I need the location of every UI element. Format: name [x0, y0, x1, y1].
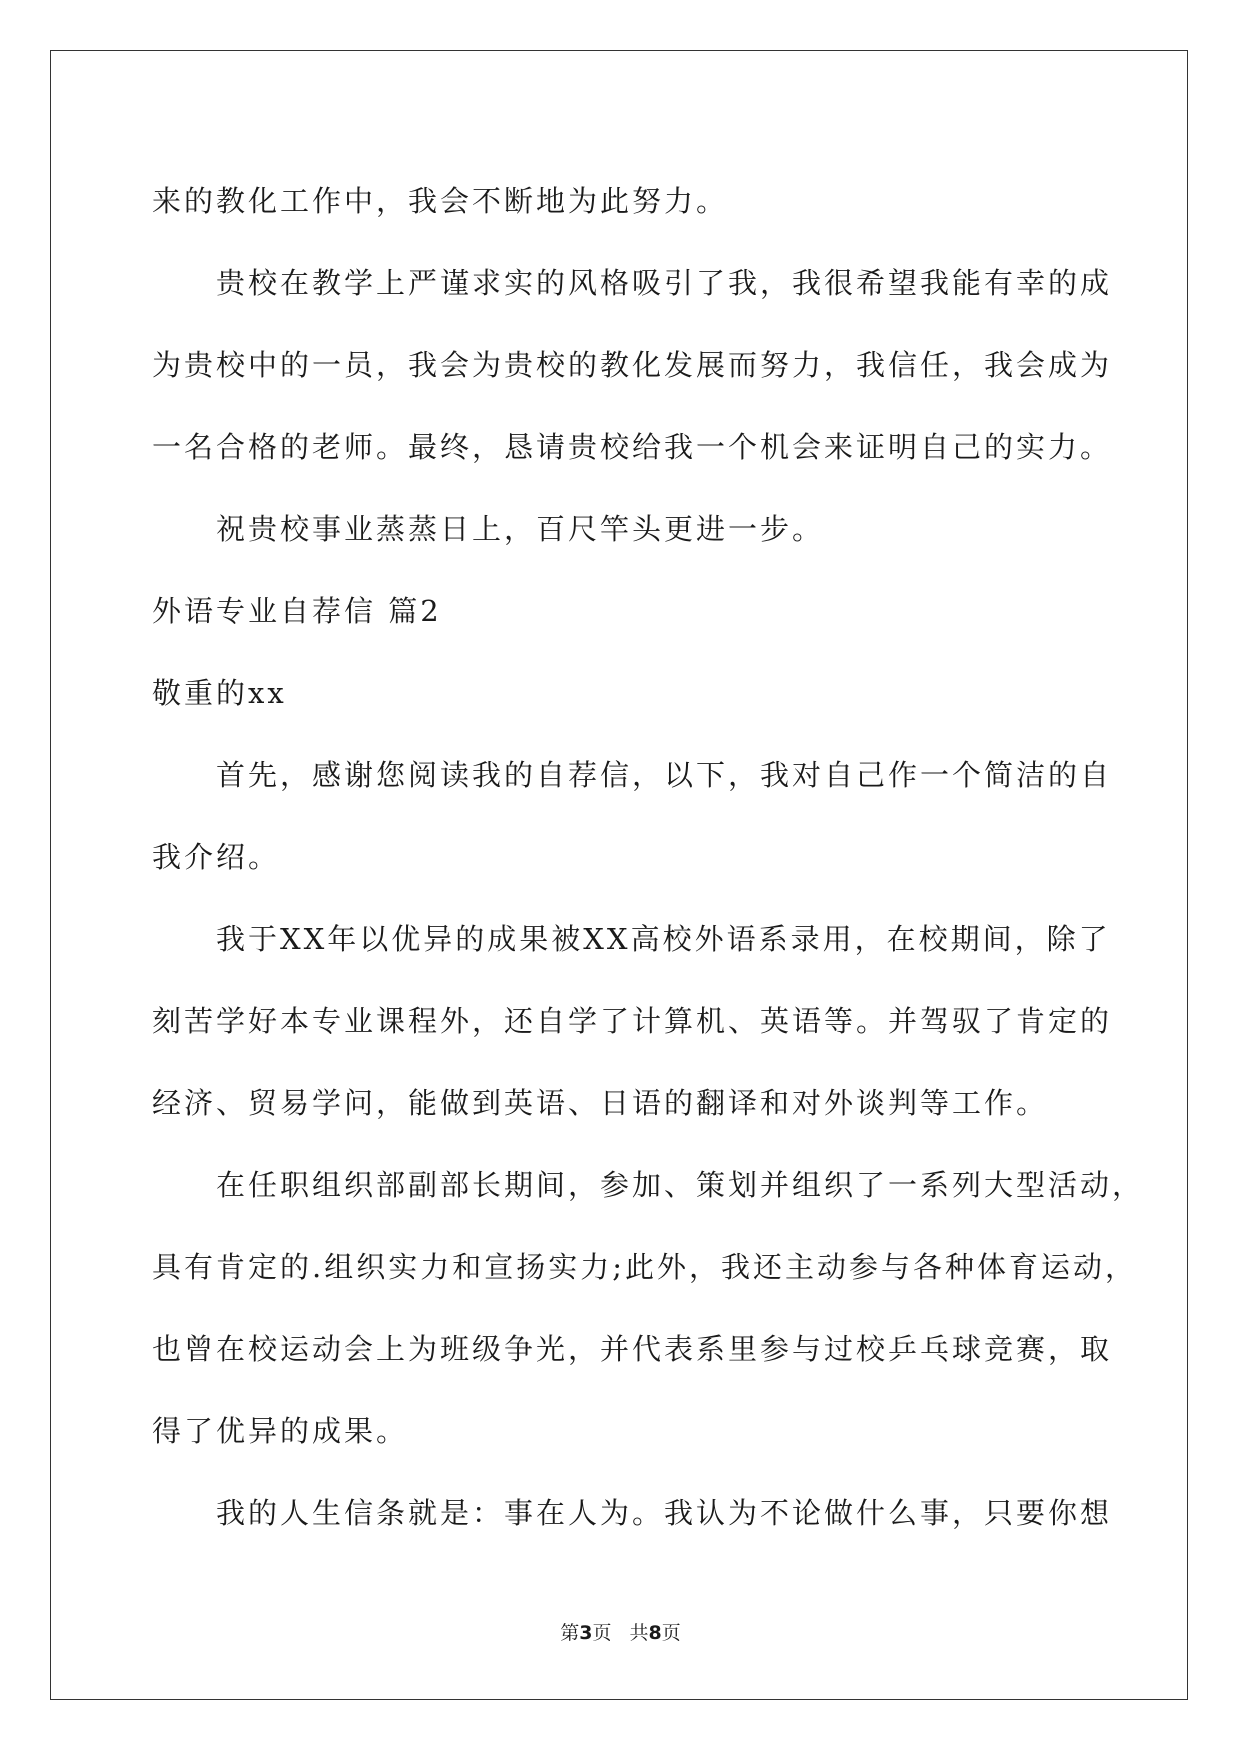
paragraph-line: 在任职组织部副部长期间，参加、策划并组织了一系列大型活动，: [216, 1168, 1145, 1202]
paragraph-line: 我于XX年以优异的成果被XX高校外语系录用，在校期间，除了: [216, 922, 1111, 956]
footer-prefix: 第: [560, 1622, 580, 1644]
current-page-number: 3: [579, 1622, 593, 1644]
paragraph-line: 一名合格的老师。最终，恳请贵校给我一个机会来证明自己的实力。: [152, 430, 1113, 464]
paragraph-line: 为贵校中的一员，我会为贵校的教化发展而努力，我信任，我会成为: [152, 348, 1113, 382]
paragraph-line: 我介绍。: [152, 840, 281, 874]
page-footer: [0, 1618, 1241, 1645]
total-pages-number: 8: [648, 1622, 662, 1644]
salutation: 敬重的xx: [152, 676, 287, 710]
paragraph-line: 首先，感谢您阅读我的自荐信，以下，我对自己作一个简洁的自: [216, 758, 1113, 792]
paragraph-line: 我的人生信条就是：事在人为。我认为不论做什么事，只要你想: [216, 1496, 1113, 1530]
footer-total-prefix: 共: [629, 1622, 649, 1644]
footer-total-unit: 页: [661, 1622, 681, 1644]
paragraph-line: 经济、贸易学问，能做到英语、日语的翻译和对外谈判等工作。: [152, 1086, 1049, 1120]
paragraph-line: 也曾在校运动会上为班级争光，并代表系里参与过校乒乓球竞赛，取: [152, 1332, 1113, 1366]
paragraph-line: 刻苦学好本专业课程外，还自学了计算机、英语等。并驾驭了肯定的: [152, 1004, 1113, 1038]
paragraph-line: 祝贵校事业蒸蒸日上，百尺竿头更进一步。: [216, 512, 825, 546]
section-heading: 外语专业自荐信 篇2: [152, 594, 442, 628]
footer-page-unit: 页: [592, 1622, 612, 1644]
paragraph-line: 得了优异的成果。: [152, 1414, 409, 1448]
paragraph-line: 贵校在教学上严谨求实的风格吸引了我，我很希望我能有幸的成: [216, 266, 1113, 300]
document-body: [152, 160, 1145, 1554]
paragraph-line: 具有肯定的.组织实力和宣扬实力;此外，我还主动参与各种体育运动，: [152, 1250, 1137, 1284]
paragraph-line: 来的教化工作中，我会不断地为此努力。: [152, 184, 729, 218]
